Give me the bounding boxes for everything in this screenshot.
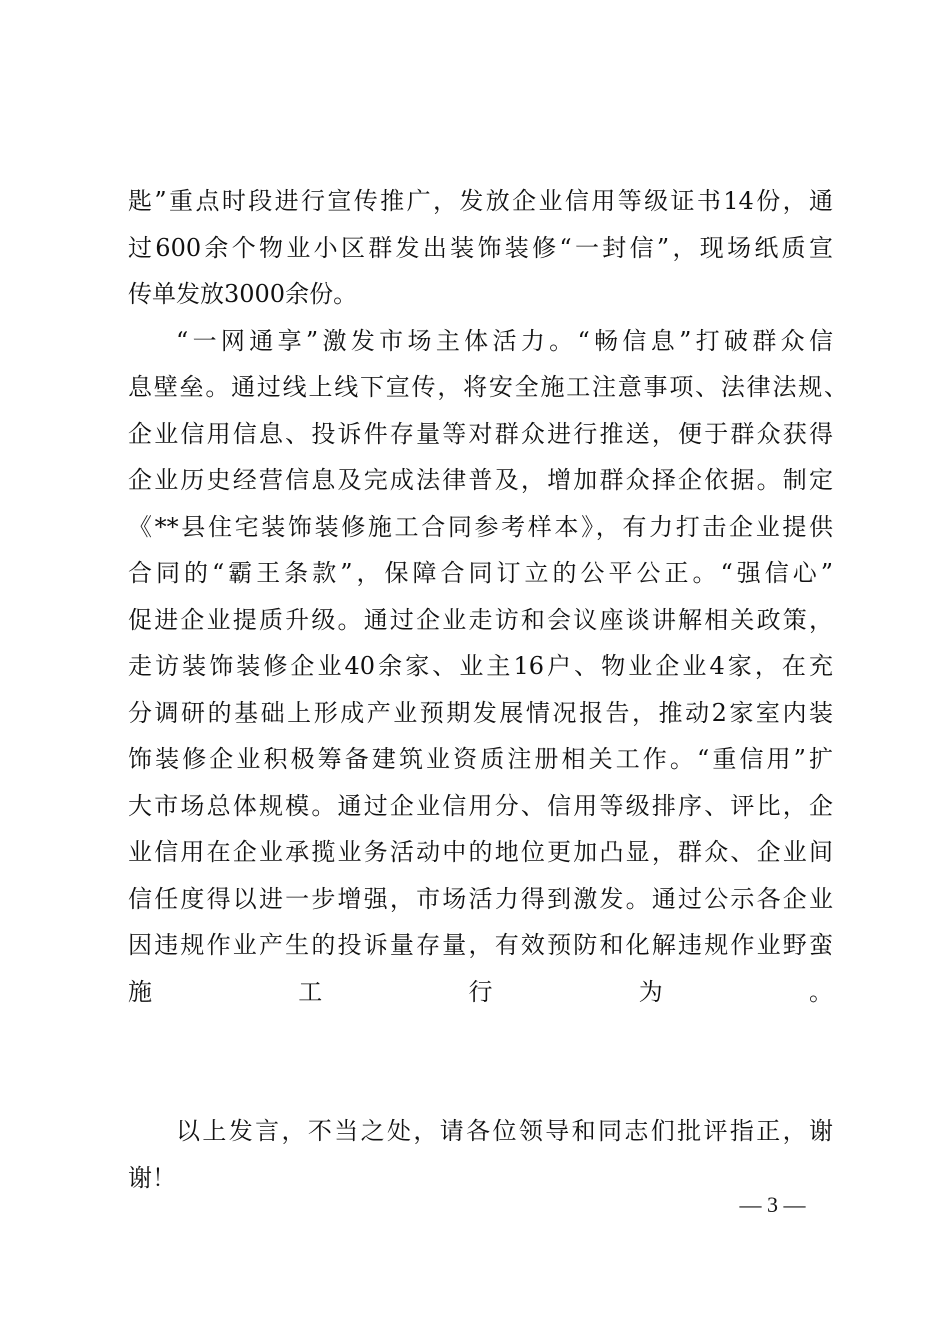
paragraph-2 [128,318,848,1109]
text-line: 分调研的基础上形成产业预期发展情况报告，推动2家室内装 [128,698,833,727]
text-line: “一网通享”激发市场主体活力。“畅信息”打破群众信 [176,326,833,355]
body-text [128,178,848,1201]
text-line: 走访装饰装修企业40余家、业主16户、物业企业4家，在充 [128,652,833,680]
text-line: 以上发言，不当之处，请各位领导和同志们批评指正，谢 [176,1117,833,1145]
text-line: 传单发放3000余份。 [128,280,358,308]
text-line: 匙”重点时段进行宣传推广，发放企业信用等级证书14份，通 [128,187,833,215]
text-line: 谢！ [128,1163,176,1192]
text-line: 《**县住宅装饰装修施工合同参考样本》，有力打击企业提供 [128,512,833,541]
text-line: 促进企业提质升级。通过企业走访和会议座谈讲解相关政策， [128,605,833,634]
paragraph-3 [128,1108,833,1201]
text-line [128,1015,833,1062]
paragraph-1 [128,178,833,318]
text-line: 业信用在企业承揽业务活动中的地位更加凸显，群众、企业间 [128,838,833,866]
text-line [128,1062,833,1109]
text-line: 企业信用信息、投诉件存量等对群众进行推送，便于群众获得 [128,419,833,448]
text-line: 过600余个物业小区群发出装饰装修“一封信”，现场纸质宣 [128,233,833,262]
text-line: 因违规作业产生的投诉量存量，有效预防和化解违规作业野蛮 [128,931,833,959]
text-line: 大市场总体规模。通过企业信用分、信用等级排序、评比，企 [128,791,833,820]
text-line: 饰装修企业积极筹备建筑业资质注册相关工作。“重信用”扩 [128,745,833,773]
text-line: 合同的“霸王条款”，保障合同订立的公平公正。“强信心” [128,559,833,587]
page-number: — 3 — [739,1192,806,1217]
text-line: 企业历史经营信息及完成法律普及，增加群众择企依据。制定 [128,466,833,494]
text-line: 信任度得以进一步增强，市场活力得到激发。通过公示各企业 [128,884,833,913]
text-line: 息壁垒。通过线上线下宣传，将安全施工注意事项、法律法规、 [128,373,848,401]
text-line: 施工行为。 [128,977,833,1006]
